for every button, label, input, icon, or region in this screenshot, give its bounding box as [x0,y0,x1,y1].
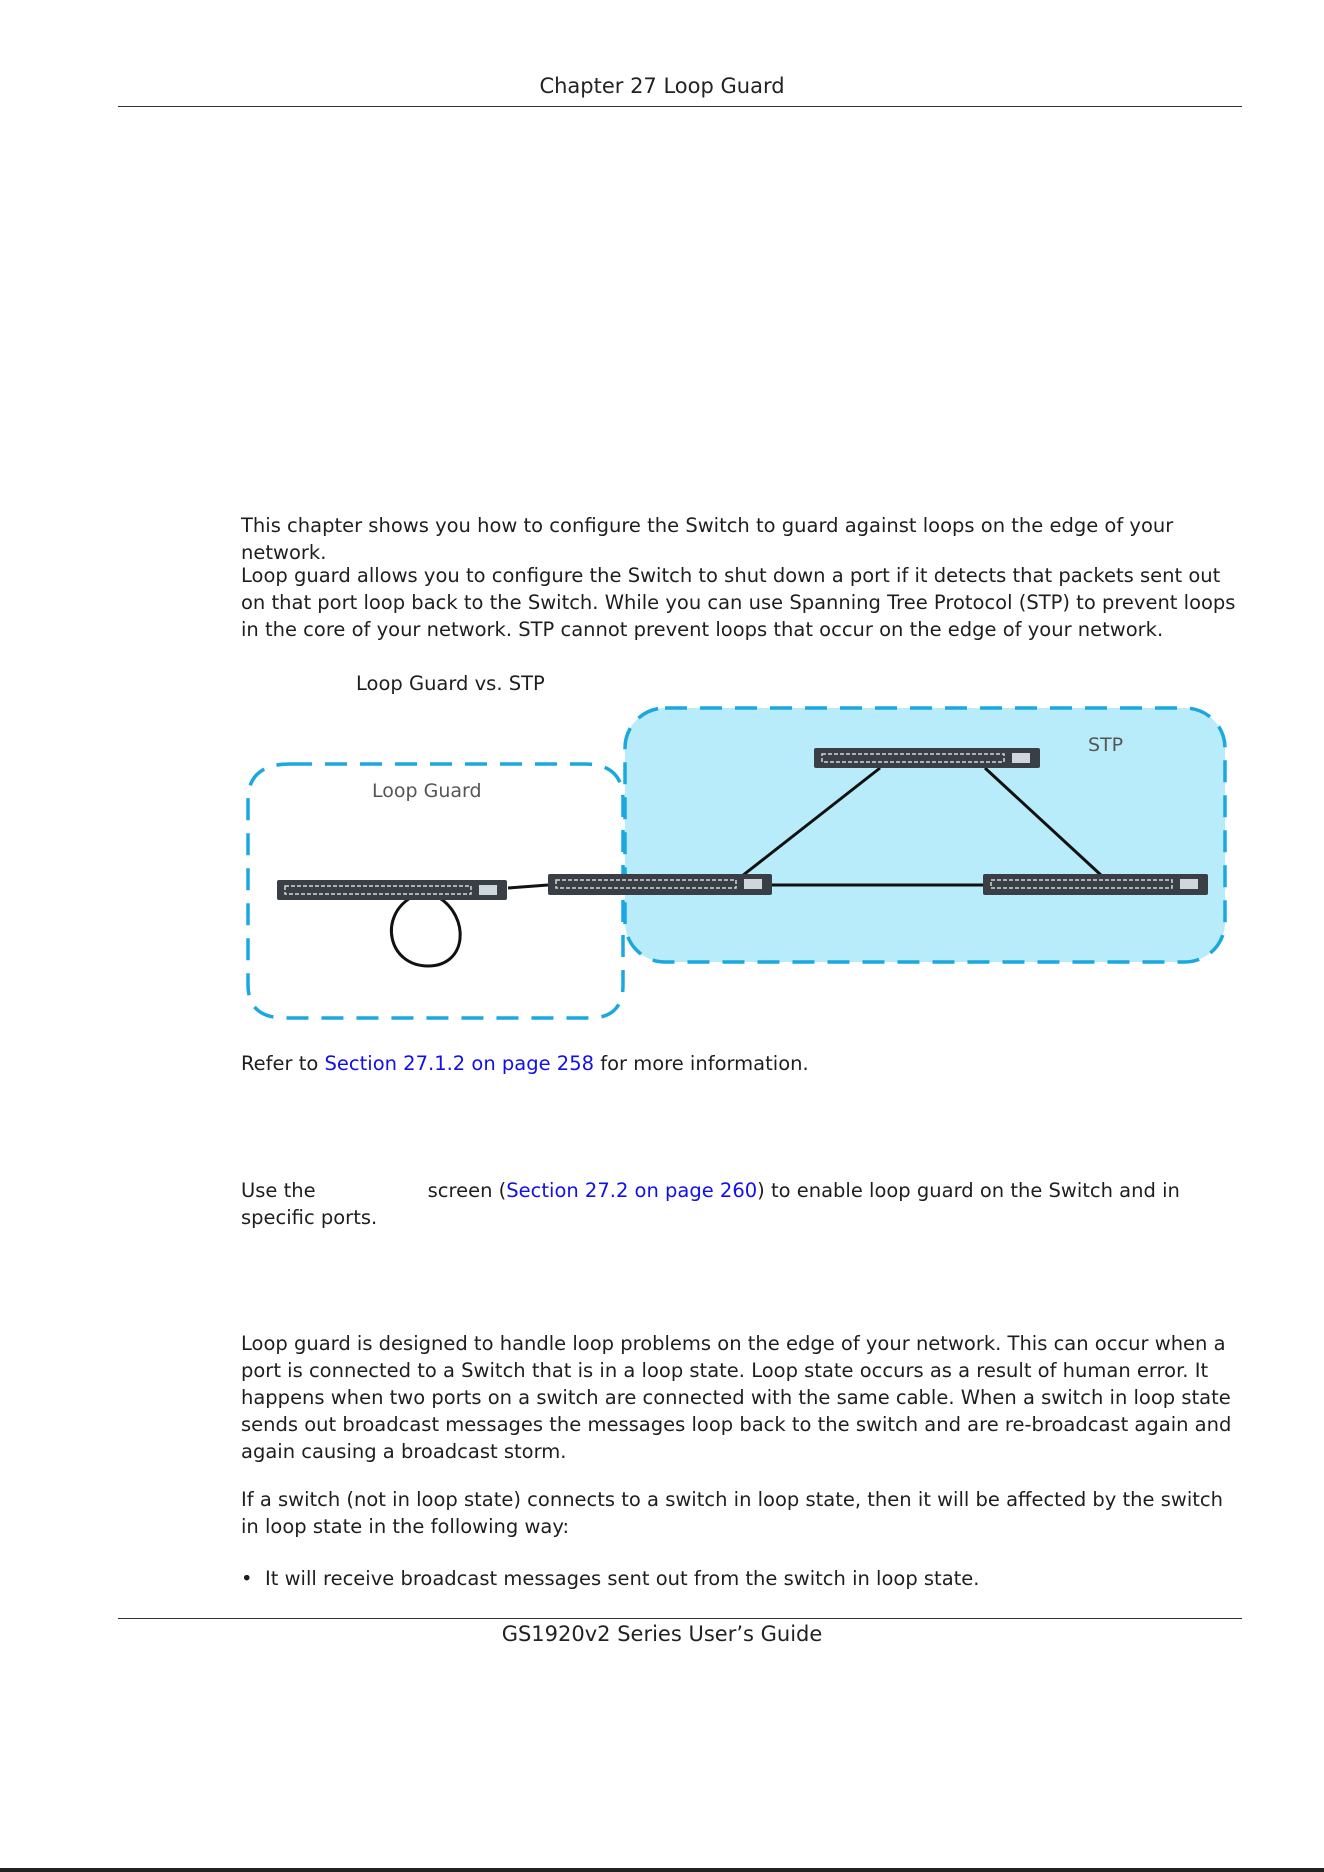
switch-top-icon [814,748,1040,768]
loop-cable [391,897,460,966]
use-the-text: Use the [241,1179,316,1202]
section-link-27-2[interactable]: Section 27.2 on page 260 [506,1179,758,1202]
switch-edge-icon [277,880,507,900]
bullet-icon: • [241,1567,253,1590]
figure-title: Loop Guard vs. STP [356,672,545,695]
chapter-header: Chapter 27 Loop Guard [539,74,785,98]
bullet-1-text: It will receive broadcast messages sent out from the switch in loop state. [265,1567,980,1590]
loop-guard-label: Loop Guard [372,780,482,802]
refer-prefix: Refer to [241,1052,325,1075]
overview-paragraph-2: If a switch (not in loop state) connects to a switch in loop state, then it will be affected by the switch in loop state in the following way: [241,1488,1223,1538]
overview-bullet-1 [241,1565,1246,1592]
bottom-edge-bar [0,1868,1324,1872]
intro-paragraph-1: This chapter shows you how to configure the Switch to guard against loops on the edge of your network. [241,514,1174,564]
switch-left-icon [548,874,772,895]
screen-text: screen ( [427,1179,507,1202]
link-edge-to-left [508,885,548,888]
what-you-can-do-paragraph [241,1177,1246,1231]
section-link-27-1-2[interactable]: Section 27.1.2 on page 258 [324,1052,595,1075]
refer-paragraph [241,1050,1246,1077]
stp-label: STP [1088,734,1124,756]
overview-paragraph-1: Loop guard is designed to handle loop problems on the edge of your network. This can occur when a port is connected to a Switch that is in a loop state. Loop state occurs as a result of human error. It happens when two ports on a switch are connected with the same cable. When a switch in loop state sends out broadcast messages the messages loop back to the switch and are re-broadcast again and again causing a broadcast storm. [241,1332,1232,1463]
switch-right-icon [983,874,1208,895]
stp-region [625,708,1225,962]
intro-paragraph-2: Loop guard allows you to configure the Switch to shut down a port if it detects that packets sent out on that port loop back to the Switch. While you can use Spanning Tree Protocol (STP) to prevent loops in the core of your network. STP cannot prevent loops that occur on the edge of your network. [241,564,1236,641]
footer-guide-title: GS1920v2 Series User’s Guide [501,1622,823,1646]
enable-text: ) to enable loop guard on the Switch and in [757,1179,1180,1202]
specific-ports-text: specific ports. [241,1206,378,1229]
footer-rule [118,1618,1242,1619]
refer-suffix: for more information. [594,1052,809,1075]
